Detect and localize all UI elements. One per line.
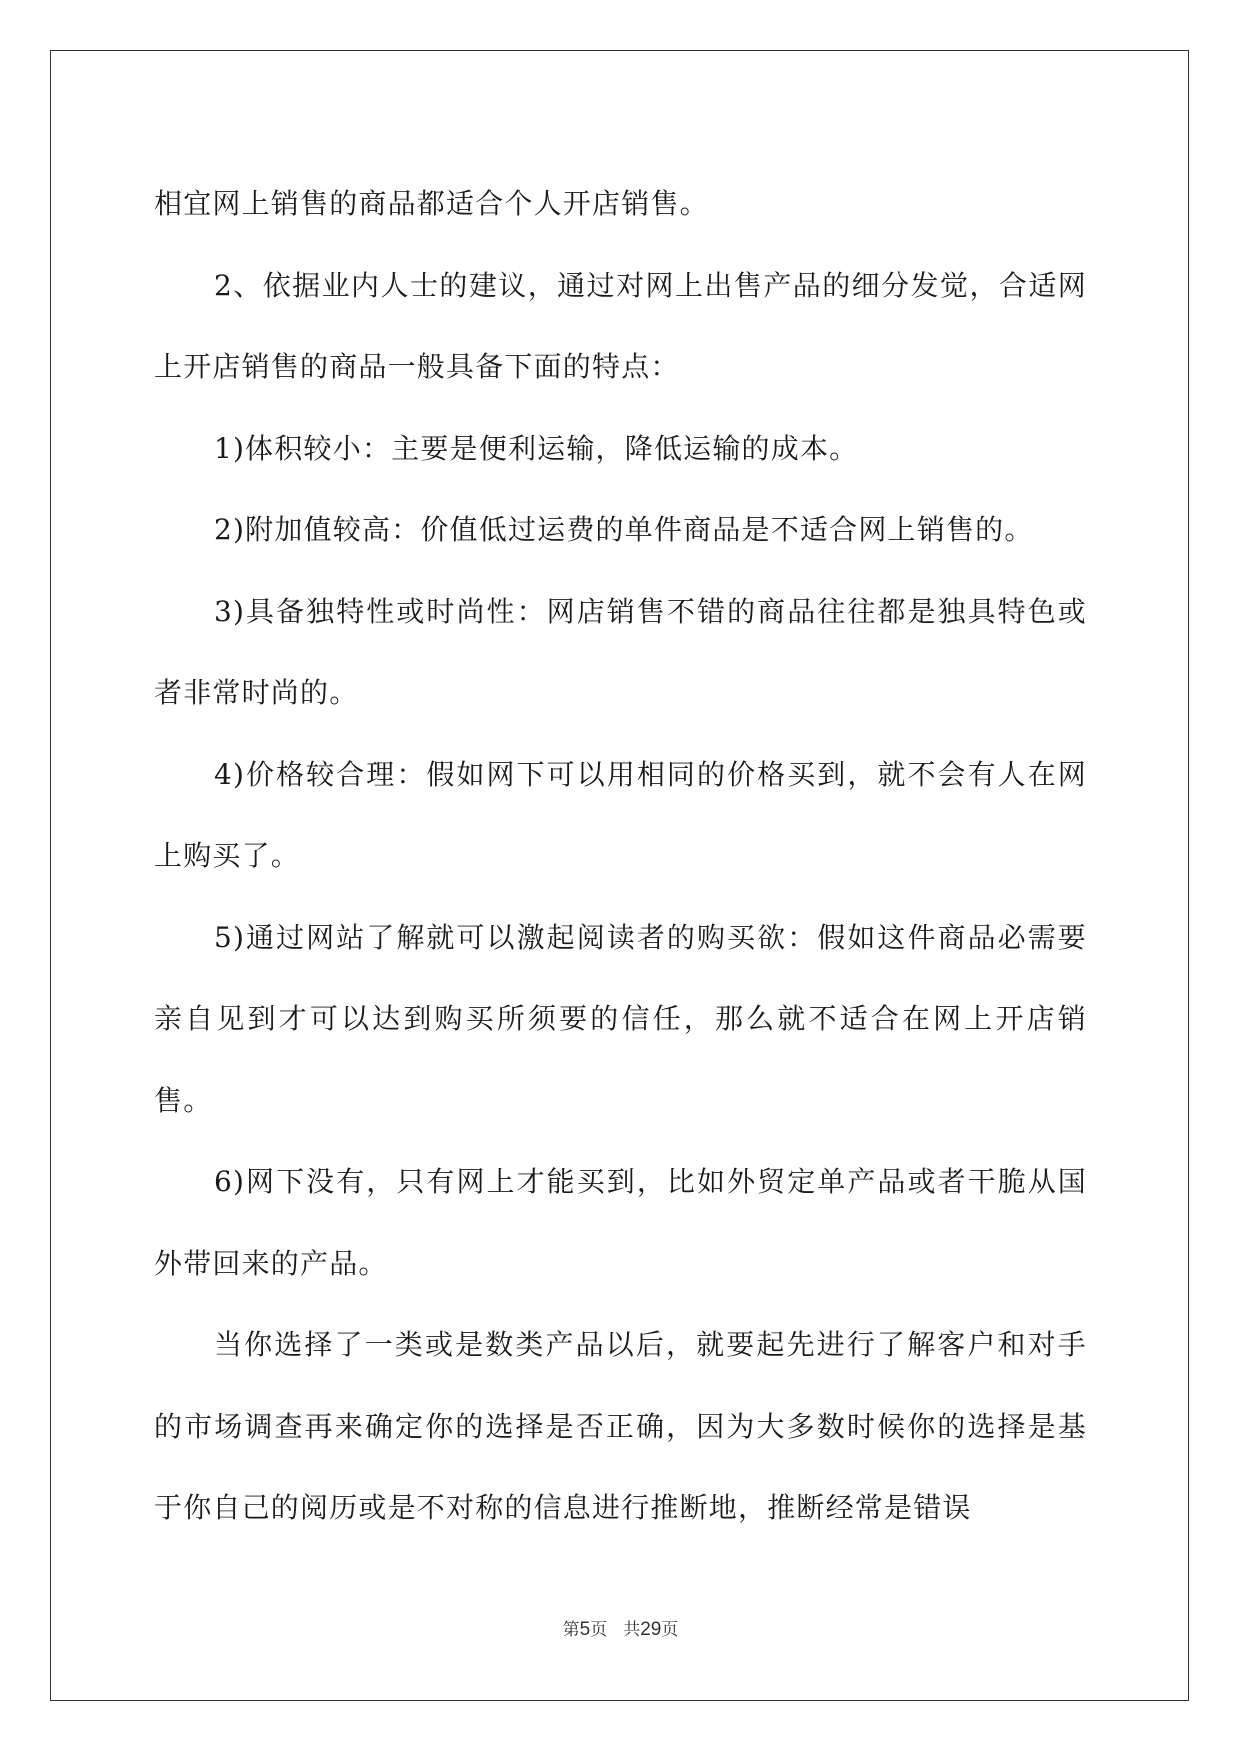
total-pages: 29 bbox=[640, 1619, 662, 1640]
page-suffix: 页 bbox=[590, 1620, 608, 1640]
page-prefix: 第 bbox=[562, 1620, 580, 1640]
paragraph-5: 3)具备独特性或时尚性：网店销售不错的商品往往都是独具特色或者非常时尚的。 bbox=[154, 594, 1087, 709]
paragraph-8: 6)网下没有，只有网上才能买到，比如外贸定单产品或者干脆从国外带回来的产品。 bbox=[154, 1165, 1087, 1280]
paragraph-3: 1)体积较小：主要是便利运输，降低运输的成本。 bbox=[214, 431, 859, 465]
total-suffix: 页 bbox=[661, 1620, 679, 1640]
paragraph-4: 2)附加值较高：价值低过运费的单件商品是不适合网上销售的。 bbox=[214, 513, 1034, 546]
document-body bbox=[154, 163, 1087, 1549]
page-number: 5 bbox=[579, 1619, 591, 1640]
page-footer bbox=[0, 1615, 1241, 1639]
paragraph-9: 当你选择了一类或是数类产品以后，就要起先进行了解客户和对手的市场调查再来确定你的选择是否正确，因为大多数时候你的选择是基于你自己的阅历或是不对称的信息进行推断地，推断经常是错误 bbox=[154, 1328, 1087, 1524]
total-prefix: 共 bbox=[623, 1620, 641, 1640]
paragraph-6: 4)价格较合理：假如网下可以用相同的价格买到，就不会有人在网上购买了。 bbox=[154, 757, 1087, 872]
paragraph-1: 相宜网上销售的商品都适合个人开店销售。 bbox=[154, 187, 709, 220]
paragraph-7: 5)通过网站了解就可以激起阅读者的购买欲：假如这件商品必需要亲自见到才可以达到购买所须要的信任，那么就不适合在网上开店销售。 bbox=[154, 920, 1087, 1117]
paragraph-2: 2、依据业内人士的建议，通过对网上出售产品的细分发觉，合适网上开店销售的商品一般具备下面的特点： bbox=[154, 268, 1087, 383]
